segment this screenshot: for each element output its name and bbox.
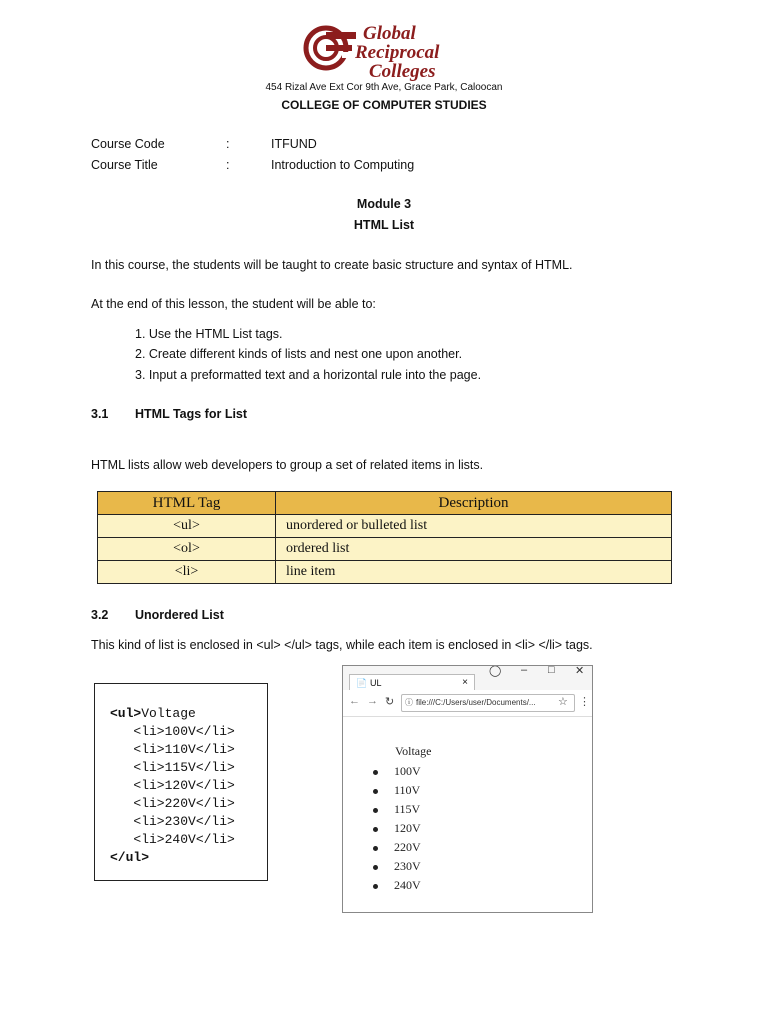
code-line: <li>220V</li> <box>133 796 235 811</box>
table-header-row <box>98 492 672 515</box>
logo-wordmark <box>355 24 439 81</box>
page-heading: Voltage <box>395 744 432 758</box>
menu-icon[interactable]: ⋮ <box>579 696 590 708</box>
course-code-sep: : <box>226 137 230 151</box>
course-title-sep: : <box>226 158 230 172</box>
code-close-tag: </ul> <box>110 850 150 865</box>
logo-line-1: Global <box>363 23 416 44</box>
list-item <box>367 764 421 779</box>
bullet-icon <box>373 884 378 889</box>
bullet-icon <box>373 865 378 870</box>
code-line: <li>115V</li> <box>133 760 235 775</box>
table-header: HTML Tag <box>98 492 276 515</box>
table-row <box>98 538 672 561</box>
college-name: COLLEGE OF COMPUTER STUDIES <box>281 98 487 112</box>
code-open-tag: <ul> <box>110 706 142 721</box>
table-row <box>98 515 672 538</box>
college-address: 454 Rizal Ave Ext Cor 9th Ave, Grace Park, Caloocan <box>265 82 503 93</box>
tab-close-icon[interactable]: × <box>462 677 468 688</box>
section-31-title: HTML Tags for List <box>135 407 248 421</box>
back-icon[interactable]: ← <box>349 695 360 707</box>
course-title-label: Course Title <box>91 158 158 172</box>
table-cell-description: unordered or bulleted list <box>276 515 672 538</box>
code-line: <li>230V</li> <box>133 814 235 829</box>
intro-paragraph: In this course, the students will be taught to create basic structure and syntax of HTML. <box>91 258 573 272</box>
code-line: <li>100V</li> <box>133 724 235 739</box>
objective-item: 2. Create different kinds of lists and nest one upon another. <box>135 347 463 361</box>
page-icon: 📄 <box>356 678 368 688</box>
table-cell-description: line item <box>276 561 672 584</box>
bullet-icon <box>373 770 378 775</box>
table-cell-tag: <li> <box>98 561 276 584</box>
objectives-lead: At the end of this lesson, the student will be able to: <box>91 297 376 311</box>
course-code-label: Course Code <box>91 137 165 151</box>
info-icon: ⓘ <box>405 698 413 707</box>
list-item-text: 110V <box>394 783 421 797</box>
star-icon[interactable]: ☆ <box>558 696 568 708</box>
browser-titlebar <box>343 666 592 690</box>
course-code-value: ITFUND <box>271 137 317 151</box>
table-cell-tag: <ul> <box>98 515 276 538</box>
list-item-text: 115V <box>394 802 421 816</box>
list-item <box>367 840 421 855</box>
url-text: file:///C:/Users/user/Documents/... <box>416 698 536 707</box>
bullet-icon <box>373 827 378 832</box>
logo-line-3: Colleges <box>369 61 436 82</box>
list-item <box>367 859 421 874</box>
forward-icon[interactable]: → <box>367 695 378 707</box>
table-cell-description: ordered list <box>276 538 672 561</box>
objective-item: 3. Input a preformatted text and a horizontal rule into the page. <box>135 368 482 382</box>
user-icon: ◯ <box>489 665 502 677</box>
lists-intro: HTML lists allow web developers to group a set of related items in lists. <box>91 458 484 472</box>
objective-item: 1. Use the HTML List tags. <box>135 327 283 341</box>
html-tags-table <box>97 491 672 584</box>
close-window-icon[interactable]: ✕ <box>575 665 585 677</box>
course-title-value: Introduction to Computing <box>271 158 415 172</box>
browser-address-bar <box>343 690 592 717</box>
module-title: HTML List <box>353 218 415 232</box>
browser-window <box>342 665 593 913</box>
bullet-icon <box>373 808 378 813</box>
reload-icon[interactable]: ↻ <box>385 696 395 708</box>
maximize-icon[interactable]: □ <box>548 665 555 676</box>
list-item-text: 100V <box>394 764 421 778</box>
code-line: <li>240V</li> <box>133 832 235 847</box>
section-31-number: 3.1 <box>91 407 109 421</box>
module-number: Module 3 <box>356 197 412 211</box>
table-cell-tag: <ol> <box>98 538 276 561</box>
logo-line-2: Reciprocal <box>355 42 440 63</box>
list-item-text: 120V <box>394 821 421 835</box>
tab-title: UL <box>370 678 382 688</box>
list-item <box>367 783 420 798</box>
bullet-icon <box>373 789 378 794</box>
table-row <box>98 561 672 584</box>
code-line: <li>120V</li> <box>133 778 235 793</box>
list-item <box>367 821 421 836</box>
list-item-text: 220V <box>394 840 421 854</box>
minimize-icon[interactable]: – <box>521 665 528 676</box>
browser-tab[interactable] <box>349 674 475 691</box>
list-item <box>367 878 421 893</box>
code-open-text: Voltage <box>141 706 196 721</box>
ul-intro: This kind of list is enclosed in <ul> </ul> tags, while each item is enclosed in <li> </li> tags. <box>91 638 593 652</box>
list-item-text: 230V <box>394 859 421 873</box>
code-line: <li>110V</li> <box>133 742 235 757</box>
list-item-text: 240V <box>394 878 421 892</box>
section-32-title: Unordered List <box>135 608 224 622</box>
list-item <box>367 802 420 817</box>
table-header: Description <box>276 492 672 515</box>
bullet-icon <box>373 846 378 851</box>
code-example <box>110 705 235 867</box>
college-logo <box>302 22 358 74</box>
url-field[interactable] <box>401 694 575 712</box>
section-32-number: 3.2 <box>91 608 109 622</box>
